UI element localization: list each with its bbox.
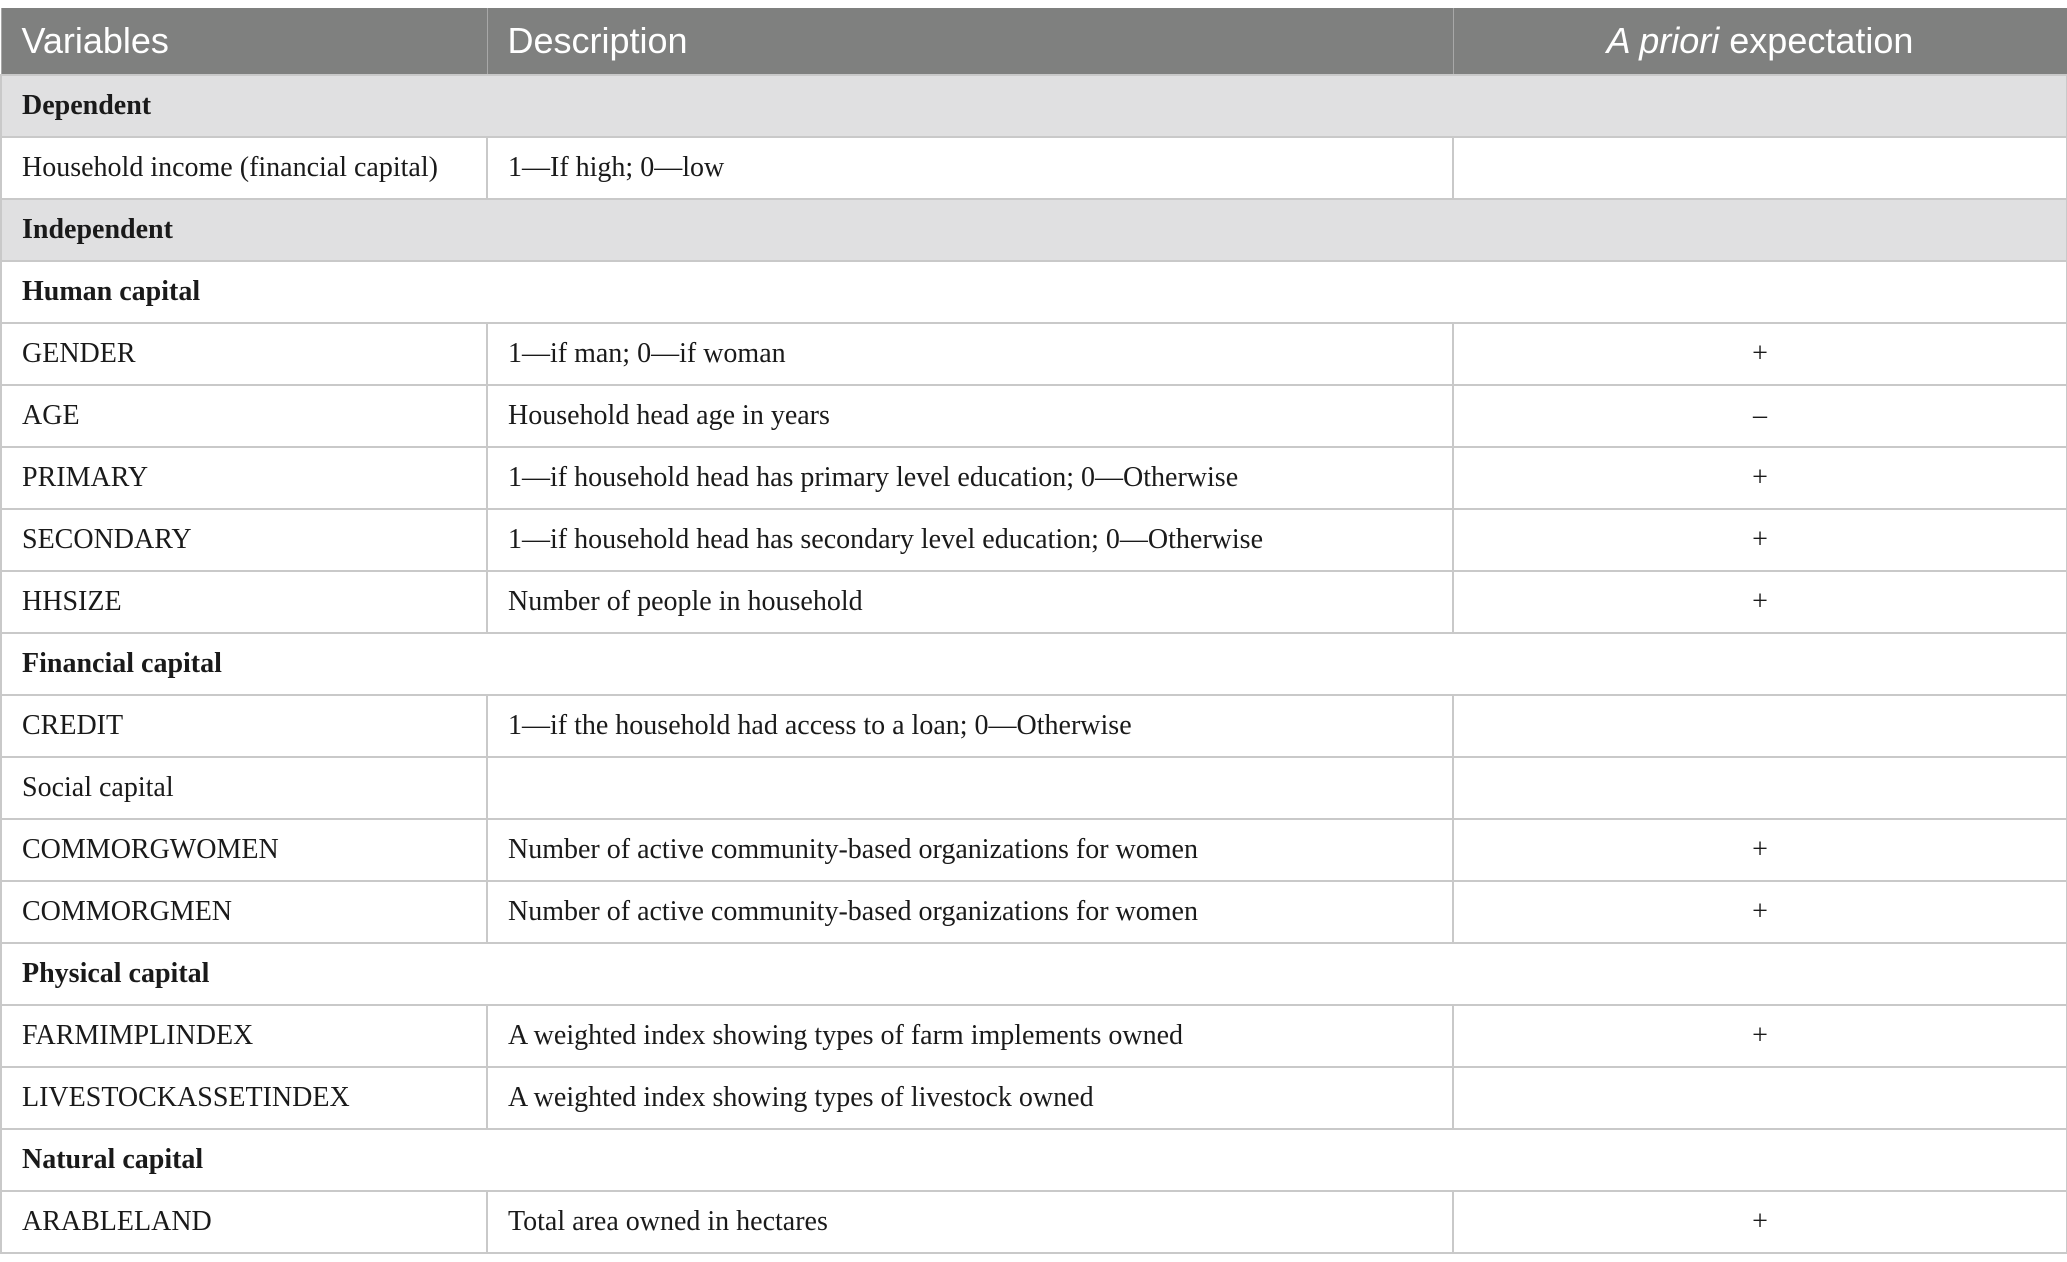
variables-table xyxy=(0,8,2067,1254)
description-cell: A weighted index showing types of farm implements owned xyxy=(487,1005,1453,1067)
description-cell: 1—if the household had access to a loan; 0—Otherwise xyxy=(487,695,1453,757)
description-cell: 1—If high; 0—low xyxy=(487,137,1453,199)
description-cell: Total area owned in hectares xyxy=(487,1191,1453,1253)
header-expectation-italic: A priori xyxy=(1606,20,1720,61)
table-row xyxy=(1,695,2067,757)
header-expectation-rest: expectation xyxy=(1719,20,1914,61)
description-cell xyxy=(487,757,1453,819)
variable-cell: HHSIZE xyxy=(1,571,487,633)
description-cell: 1—if household head has secondary level education; 0—Otherwise xyxy=(487,509,1453,571)
description-cell: 1—if household head has primary level education; 0—Otherwise xyxy=(487,447,1453,509)
expectation-cell: + xyxy=(1453,509,2067,571)
description-cell: Household head age in years xyxy=(487,385,1453,447)
variable-cell: LIVESTOCKASSETINDEX xyxy=(1,1067,487,1129)
description-cell: Number of active community-based organizations for women xyxy=(487,819,1453,881)
expectation-cell: + xyxy=(1453,571,2067,633)
table-row xyxy=(1,1067,2067,1129)
table-row xyxy=(1,509,2067,571)
table-row xyxy=(1,757,2067,819)
group-label: Independent xyxy=(1,199,2067,261)
variable-cell: COMMORGMEN xyxy=(1,881,487,943)
variable-cell: Social capital xyxy=(1,757,487,819)
table-row xyxy=(1,1005,2067,1067)
table-container xyxy=(0,8,2066,1254)
group-header-row xyxy=(1,199,2067,261)
expectation-cell xyxy=(1453,695,2067,757)
expectation-cell: – xyxy=(1453,385,2067,447)
expectation-cell: + xyxy=(1453,1191,2067,1253)
table-row xyxy=(1,137,2067,199)
description-cell: Number of active community-based organizations for women xyxy=(487,881,1453,943)
variable-cell: AGE xyxy=(1,385,487,447)
variable-cell: CREDIT xyxy=(1,695,487,757)
section-header-row xyxy=(1,943,2067,1005)
expectation-cell xyxy=(1453,757,2067,819)
expectation-cell: + xyxy=(1453,447,2067,509)
header-description: Description xyxy=(487,8,1453,75)
variable-cell: ARABLELAND xyxy=(1,1191,487,1253)
expectation-cell xyxy=(1453,137,2067,199)
section-label: Natural capital xyxy=(1,1129,2067,1191)
description-cell: 1—if man; 0—if woman xyxy=(487,323,1453,385)
variable-cell: COMMORGWOMEN xyxy=(1,819,487,881)
section-label: Financial capital xyxy=(1,633,2067,695)
variable-cell: PRIMARY xyxy=(1,447,487,509)
header-variables: Variables xyxy=(1,8,487,75)
table-row xyxy=(1,571,2067,633)
expectation-cell: + xyxy=(1453,1005,2067,1067)
table-row xyxy=(1,323,2067,385)
expectation-cell xyxy=(1453,1067,2067,1129)
table-body xyxy=(1,75,2067,1253)
group-label: Dependent xyxy=(1,75,2067,137)
section-header-row xyxy=(1,261,2067,323)
description-cell: Number of people in household xyxy=(487,571,1453,633)
table-row xyxy=(1,385,2067,447)
header-row xyxy=(1,8,2067,75)
variable-cell: FARMIMPLINDEX xyxy=(1,1005,487,1067)
table-row xyxy=(1,1191,2067,1253)
section-label: Physical capital xyxy=(1,943,2067,1005)
expectation-cell: + xyxy=(1453,881,2067,943)
group-header-row xyxy=(1,75,2067,137)
variable-cell: Household income (financial capital) xyxy=(1,137,487,199)
table-row xyxy=(1,447,2067,509)
section-label: Human capital xyxy=(1,261,2067,323)
table-row xyxy=(1,819,2067,881)
expectation-cell: + xyxy=(1453,323,2067,385)
section-header-row xyxy=(1,1129,2067,1191)
description-cell: A weighted index showing types of livestock owned xyxy=(487,1067,1453,1129)
variable-cell: SECONDARY xyxy=(1,509,487,571)
header-expectation xyxy=(1453,8,2067,75)
table-row xyxy=(1,881,2067,943)
expectation-cell: + xyxy=(1453,819,2067,881)
section-header-row xyxy=(1,633,2067,695)
variable-cell: GENDER xyxy=(1,323,487,385)
